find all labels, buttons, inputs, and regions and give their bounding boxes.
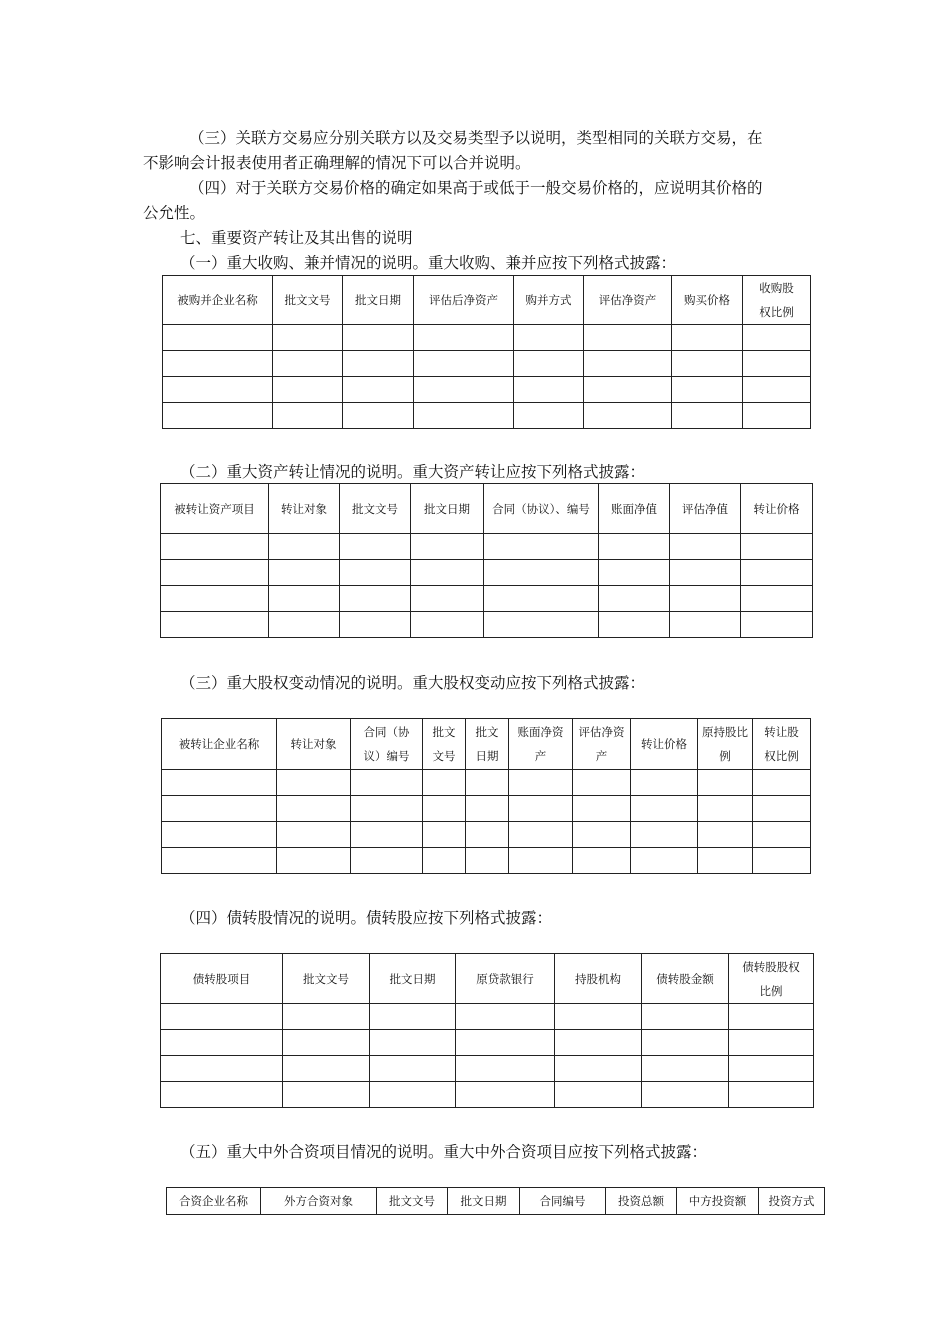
table-header-cell: 批文日期 (411, 484, 484, 534)
table-row (163, 403, 811, 429)
table-row (161, 560, 813, 586)
table-header-cell: 债转股项目 (161, 954, 283, 1004)
subsection-3-intro: （三）重大股权变动情况的说明。重大股权变动应按下列格式披露： (180, 674, 646, 692)
table-header-cell: 被转让资产项目 (161, 484, 269, 534)
subsection-2-intro: （二）重大资产转让情况的说明。重大资产转让应按下列格式披露： (180, 463, 646, 481)
table-header-cell: 批文日期 (448, 1188, 520, 1215)
section-7-heading: 七、重要资产转让及其出售的说明 (180, 229, 413, 247)
table-header-cell: 转让股权比例 (753, 719, 811, 770)
table-header-cell: 批文日期 (466, 719, 509, 770)
table-header-cell: 批文文号 (423, 719, 466, 770)
paragraph-3-line-2: 不影响会计报表使用者正确理解的情况下可以合并说明。 (143, 154, 531, 172)
table-header-cell: 收购股权比例 (743, 276, 811, 325)
table-header-cell: 转让对象 (277, 719, 351, 770)
table-header-cell: 债转股金额 (642, 954, 729, 1004)
table-header-cell: 被转让企业名称 (162, 719, 277, 770)
table-header-cell: 批文文号 (340, 484, 411, 534)
table-header-cell: 合同编号 (520, 1188, 606, 1215)
table-header-cell: 原持股比例 (698, 719, 753, 770)
table-row (161, 1082, 814, 1108)
table-header-cell: 被购并企业名称 (163, 276, 273, 325)
table-header-cell: 转让价格 (631, 719, 698, 770)
table-header-cell: 外方合资对象 (261, 1188, 377, 1215)
table-header-cell: 批文文号 (283, 954, 370, 1004)
table-header-cell: 转让价格 (741, 484, 813, 534)
paragraph-4-line-2: 公允性。 (143, 204, 206, 222)
table-row (163, 377, 811, 403)
equity-change-table (161, 718, 811, 874)
table-header-cell: 账面净值 (599, 484, 670, 534)
table-header-cell: 合资企业名称 (167, 1188, 261, 1215)
table-header-cell: 转让对象 (269, 484, 340, 534)
table-row (161, 1030, 814, 1056)
table-header-cell: 中方投资额 (677, 1188, 759, 1215)
table-header-cell: 债转股股权比例 (729, 954, 814, 1004)
table-header-cell: 购买价格 (672, 276, 743, 325)
subsection-4-intro: （四）债转股情况的说明。债转股应按下列格式披露： (180, 909, 553, 927)
table-header-cell: 合同（协议）编号 (351, 719, 423, 770)
table-row (161, 1056, 814, 1082)
table-header-cell: 评估净资产 (573, 719, 631, 770)
paragraph-3-line-1: （三）关联方交易应分别关联方以及交易类型予以说明，类型相同的关联方交易，在 (189, 129, 763, 147)
table-header-cell: 持股机构 (555, 954, 642, 1004)
joint-venture-table (166, 1187, 825, 1215)
table-row (163, 351, 811, 377)
table-header-cell: 合同（协议）、编号 (484, 484, 599, 534)
table-row (162, 848, 811, 874)
table-row (162, 822, 811, 848)
table-header-cell: 批文日期 (370, 954, 456, 1004)
table-header-cell: 批文日期 (343, 276, 414, 325)
table-row (161, 534, 813, 560)
table-row (161, 586, 813, 612)
asset-transfer-table (160, 483, 813, 638)
table-header-cell: 评估净值 (670, 484, 741, 534)
table-header-cell: 批文文号 (273, 276, 343, 325)
table-header-cell: 账面净资产 (509, 719, 573, 770)
table-row (161, 612, 813, 638)
table-row (163, 325, 811, 351)
paragraph-4-line-1: （四）对于关联方交易价格的确定如果高于或低于一般交易价格的，应说明其价格的 (189, 179, 763, 197)
table-header-cell: 评估后净资产 (414, 276, 514, 325)
subsection-1-intro: （一）重大收购、兼并情况的说明。重大收购、兼并应按下列格式披露： (180, 254, 677, 272)
subsection-5-intro: （五）重大中外合资项目情况的说明。重大中外合资项目应按下列格式披露： (180, 1143, 708, 1161)
table-header-cell: 原贷款银行 (456, 954, 555, 1004)
table-header-cell: 评估净资产 (584, 276, 672, 325)
table-header-cell: 投资总额 (606, 1188, 677, 1215)
acquisition-merger-table (162, 275, 811, 429)
table-row (162, 796, 811, 822)
debt-to-equity-table (160, 953, 814, 1108)
table-header-cell: 批文文号 (377, 1188, 448, 1215)
table-header-cell: 购并方式 (514, 276, 584, 325)
table-header-cell: 投资方式 (759, 1188, 825, 1215)
table-row (162, 770, 811, 796)
table-row (161, 1004, 814, 1030)
